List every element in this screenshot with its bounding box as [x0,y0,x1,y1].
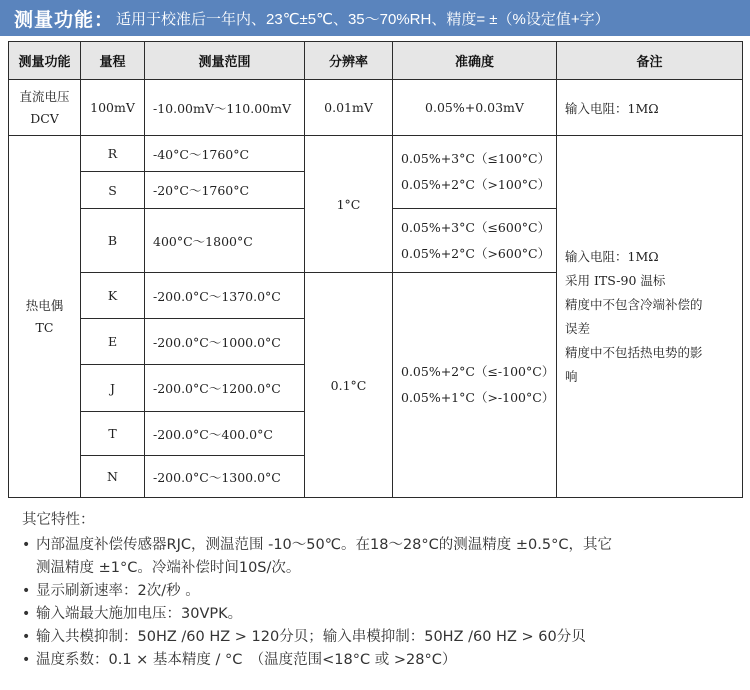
cell-resolution-dcv: 0.01mV [305,80,393,136]
function-tc-line1: 热电偶 [25,297,64,313]
function-tc-line2: TC [35,319,54,335]
cell-measure-dcv: -10.00mV～110.00mV [145,80,305,136]
spec-table [8,41,743,498]
cell-measure-t: -200.0°C～400.0°C [145,412,305,456]
cell-range-b: B [81,209,145,273]
bullet-icon: • [22,652,31,668]
accuracy-rs-line2: 0.05%+2°C（>100°C） [401,177,551,192]
cell-measure-k: -200.0°C～1370.0°C [145,273,305,319]
section-subtitle: 适用于校准后一年内、23℃±5℃、35～70%RH、精度= ±（%设定值+字） [116,10,610,28]
feature-text: 内部温度补偿传感器RJC，测温范围 -10～50℃。在18～28°C的测温精度 ±0.5°C，其它 [36,537,612,553]
other-features-title: 其它特性： [22,512,95,528]
feature-text-cont: 测温精度 ±1°C。冷端补偿时间10S/次。 [36,560,301,576]
cell-range-t: T [81,412,145,456]
cell-measure-e: -200.0°C～1000.0°C [145,319,305,365]
cell-resolution-1c: 1°C [305,136,393,273]
cell-function-dcv [9,80,81,136]
list-item [22,603,742,626]
section-header [0,0,750,36]
function-dcv-line1: 直流电压 [19,88,70,104]
other-features-list [22,534,742,672]
cell-range-j: J [81,365,145,412]
list-item [22,626,742,649]
cell-measure-r: -40°C～1760°C [145,136,305,172]
function-dcv-line2: DCV [30,110,59,126]
cell-resolution-01c: 0.1°C [305,273,393,498]
feature-text: 输入端最大施加电压：30VPK。 [36,606,243,622]
list-item [22,534,742,580]
note-line-6: 响 [565,368,578,384]
cell-range-e: E [81,319,145,365]
other-features [22,508,742,672]
cell-measure-j: -200.0°C～1200.0°C [145,365,305,412]
cell-accuracy-rs [393,136,557,209]
col-header-notes: 备注 [557,42,743,80]
cell-measure-s: -20°C～1760°C [145,172,305,209]
col-header-measure: 测量范围 [145,42,305,80]
accuracy-kejtn-line2: 0.05%+1°C（>-100°C） [401,390,555,405]
accuracy-rs-line1: 0.05%+3°C（≤100°C） [401,151,551,166]
cell-accuracy-b [393,209,557,273]
accuracy-kejtn-line1: 0.05%+2°C（≤-100°C） [401,364,555,379]
feature-text: 显示刷新速率：2次/秒 。 [36,583,200,599]
note-line-5: 精度中不包括热电势的影 [565,344,703,360]
accuracy-b-line2: 0.05%+2°C（>600°C） [401,245,551,261]
table-row-tc-r [9,136,743,172]
accuracy-b-line1: 0.05%+3°C（≤600°C） [401,219,551,235]
cell-accuracy-kejtn [393,273,557,498]
bullet-icon: • [22,629,31,645]
table-row-dcv [9,80,743,136]
cell-measure-b: 400°C～1800°C [145,209,305,273]
cell-note-dcv: 输入电阻：1MΩ [557,80,743,136]
cell-measure-n: -200.0°C～1300.0°C [145,456,305,498]
col-header-accuracy: 准确度 [393,42,557,80]
bullet-icon: • [22,537,31,553]
cell-function-tc [9,136,81,498]
feature-text: 温度系数：0.1 × 基本精度 / °C （温度范围<18°C 或 >28°C） [36,652,457,668]
note-line-2: 采用 ITS-90 温标 [565,272,666,288]
table-header-row [9,42,743,80]
cell-range-k: K [81,273,145,319]
list-item [22,649,742,672]
cell-accuracy-dcv: 0.05%+0.03mV [393,80,557,136]
list-item [22,580,742,603]
bullet-icon: • [22,606,31,622]
col-header-function: 测量功能 [9,42,81,80]
note-line-3: 精度中不包含冷端补偿的 [565,296,703,312]
cell-range-s: S [81,172,145,209]
cell-range-r: R [81,136,145,172]
cell-range-dcv: 100mV [81,80,145,136]
col-header-resolution: 分辨率 [305,42,393,80]
cell-range-n: N [81,456,145,498]
note-line-4: 误差 [565,320,591,336]
col-header-range: 量程 [81,42,145,80]
section-title: 测量功能： [14,9,115,31]
note-line-1: 输入电阻：1MΩ [565,248,659,264]
feature-text: 输入共模抑制：50HZ /60 HZ > 120分贝；输入串模抑制：50HZ /60 HZ > 60分贝 [36,629,586,645]
cell-notes-tc [557,136,743,498]
bullet-icon: • [22,583,31,599]
